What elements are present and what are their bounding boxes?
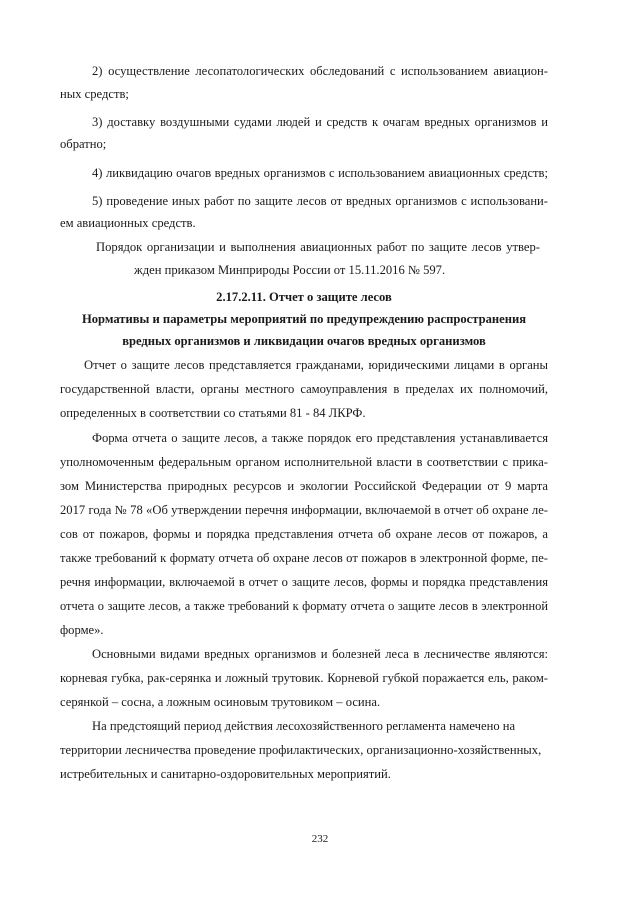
- para-2-line-5: сов от пожаров, формы и порядка представления отчета об охране лесов от пожаров, а: [60, 527, 548, 541]
- para-2-line-3: зом Министерства природных ресурсов и экологии Российской Федерации от 9 марта: [60, 479, 548, 493]
- para-2-line-2: уполномоченным федеральным органом исполнительной власти в соответствии с прика-: [60, 455, 548, 469]
- para-1-line-2: государственной власти, органы местного самоуправления в пределах их полномочий,: [60, 382, 548, 396]
- para-2-line-4: 2017 года № 78 «Об утверждении перечня информации, включаемой в отчет об охране ле-: [60, 503, 548, 517]
- para-4-line-2: территории лесничества проведение профилактических, организационно-хозяйственных,: [60, 743, 542, 757]
- para-1-line-1: Отчет о защите лесов представляется гражданами, юридическими лицами в органы: [84, 358, 548, 372]
- order-note-line-1: Порядок организации и выполнения авиационных работ по защите лесов утвер-: [96, 240, 540, 254]
- order-note-line-2: жден приказом Минприроды России от 15.11.2016 № 597.: [134, 263, 446, 277]
- para-2-line-9: форме».: [60, 623, 104, 637]
- list-item-2-line-2: ных средств;: [60, 87, 129, 101]
- section-subtitle-line-1: Нормативы и параметры мероприятий по предупреждению распространения: [81, 312, 527, 326]
- para-2-line-8: отчета о защите лесов, а также требований к формату отчета о защите лесов в электронной: [60, 599, 548, 613]
- para-4-line-3: истребительных и санитарно-оздоровительных мероприятий.: [60, 767, 391, 781]
- para-2-line-6: также требований к формату отчета об охране лесов от пожаров в электронной форме, пе-: [60, 551, 548, 565]
- list-item-3-line-2: обратно;: [60, 137, 107, 151]
- para-2-line-7: речня информации, включаемой в отчет о защите лесов, формы и порядка представления: [60, 575, 548, 589]
- section-title: 2.17.2.11. Отчет о защите лесов: [216, 290, 392, 304]
- list-item-2-line-1: 2) осуществление лесопатологических обследований с использованием авиацион-: [92, 64, 548, 78]
- section-subtitle-line-2: вредных организмов и ликвидации очагов вредных организмов: [122, 334, 486, 348]
- list-item-5-line-1: 5) проведение иных работ по защите лесов от вредных организмов с использовани-: [92, 194, 548, 208]
- para-2-line-1: Форма отчета о защите лесов, а также порядок его представления устанавливается: [92, 431, 548, 445]
- list-item-3-line-1: 3) доставку воздушными судами людей и средств к очагам вредных организмов и: [92, 115, 548, 129]
- para-4-line-1: На предстоящий период действия лесохозяйственного регламента намечено на: [92, 719, 516, 733]
- para-3-line-3: серянкой – сосна, а ложным осиновым трутовиком – осина.: [60, 695, 381, 709]
- list-item-5-line-2: ем авиационных средств.: [60, 216, 196, 230]
- para-3-line-2: корневая губка, рак-серянка и ложный трутовик. Корневой губкой поражается ель, раком-: [60, 671, 548, 685]
- page-number: 232: [311, 833, 329, 845]
- para-1-line-3: определенных в соответствии со статьями 81 - 84 ЛКРФ.: [60, 406, 366, 420]
- para-3-line-1: Основными видами вредных организмов и болезней леса в лесничестве являются:: [92, 647, 548, 661]
- list-item-4-line-1: 4) ликвидацию очагов вредных организмов с использованием авиационных средств;: [92, 166, 548, 180]
